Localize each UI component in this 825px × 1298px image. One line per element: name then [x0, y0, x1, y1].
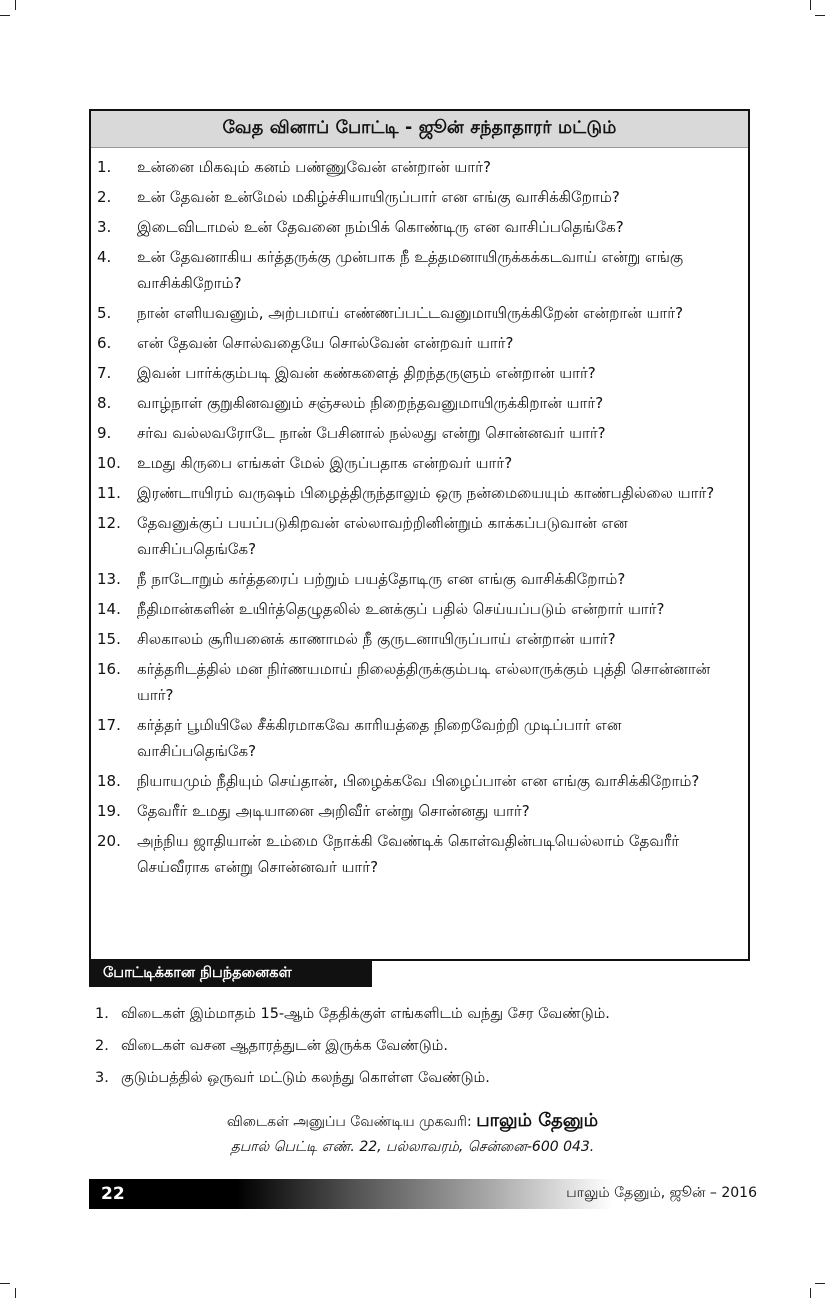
question-number: 15.	[97, 630, 121, 648]
address-line	[0, 1110, 825, 1133]
question-item	[91, 626, 748, 652]
question-text: நியாயமும் நீதியும் செய்தான், பிழைக்கவே பிழைப்பான் என எங்கு வாசிக்கிறோம்?	[137, 772, 700, 790]
question-number: 19.	[97, 802, 121, 820]
question-item	[91, 450, 748, 476]
postal-address: தபால் பெட்டி எண். 22, பல்லாவரம், சென்னை-600 043.	[230, 1139, 595, 1155]
rules-list	[95, 1002, 775, 1098]
question-number: 7.	[97, 364, 112, 382]
question-text: தேவனுக்குப் பயப்படுகிறவன் எல்லாவற்றினின்றும் காக்கப்படுவான் என வாசிப்பதெங்கே?	[137, 514, 628, 558]
question-item	[91, 566, 748, 592]
question-number: 3.	[97, 218, 112, 236]
rule-text: குடும்பத்தில் ஒருவர் மட்டும் கலந்து கொள்ள வேண்டும்.	[121, 1070, 490, 1086]
question-item	[91, 154, 748, 180]
question-text: நீ நாடோறும் கர்த்தரைப் பற்றும் பயத்தோடிரு என எங்கு வாசிக்கிறோம்?	[137, 570, 626, 588]
question-number: 9.	[97, 424, 112, 442]
quiz-box	[89, 109, 750, 961]
question-text: நீதிமான்களின் உயிர்த்தெழுதலில் உனக்குப் பதில் செய்யப்படும் என்றார் யார்?	[137, 600, 665, 618]
question-item	[91, 214, 748, 240]
question-item	[91, 596, 748, 622]
question-number: 14.	[97, 600, 121, 618]
question-text: உன்னை மிகவும் கனம் பண்ணுவேன் என்றான் யார்?	[137, 158, 491, 176]
question-number: 16.	[97, 660, 121, 678]
question-item	[91, 798, 748, 824]
question-text: உன் தேவன் உன்மேல் மகிழ்ச்சியாயிருப்பார் என எங்கு வாசிக்கிறோம்?	[137, 188, 620, 206]
question-list	[91, 148, 748, 880]
rule-number: 2.	[95, 1038, 109, 1054]
rule-item	[95, 1034, 775, 1058]
question-item	[91, 330, 748, 356]
rule-text: விடைகள் வசன ஆதாரத்துடன் இருக்க வேண்டும்.	[121, 1038, 448, 1054]
question-text: உமது கிருபை எங்கள் மேல் இருப்பதாக என்றவர் யார்?	[137, 454, 513, 472]
question-text: அந்நிய ஜாதியான் உம்மை நோக்கி வேண்டிக் கொள்வதின்படியெல்லாம் தேவரீர் செய்வீராக என்று சொன்னவர் யார்?	[137, 832, 680, 876]
address-prefix: விடைகள் அனுப்ப வேண்டிய முகவரி:	[226, 1114, 472, 1130]
question-text: கர்த்தரிடத்தில் மன நிர்ணயமாய் நிலைத்திருக்கும்படி எல்லாருக்கும் புத்தி சொன்னான் யார்?	[137, 660, 711, 704]
question-text: இவன் பார்க்கும்படி இவன் கண்களைத் திறந்தருளும் என்றான் யார்?	[137, 364, 596, 382]
crop-mark	[815, 15, 825, 16]
question-text: நான் எளியவனும், அற்பமாய் எண்ணப்பட்டவனுமாயிருக்கிறேன் என்றான் யார்?	[137, 304, 684, 322]
question-number: 5.	[97, 304, 112, 322]
question-item	[91, 360, 748, 386]
question-item	[91, 768, 748, 794]
question-item	[91, 420, 748, 446]
question-number: 1.	[97, 158, 112, 176]
question-text: சிலகாலம் சூரியனைக் காணாமல் நீ குருடனாயிருப்பாய் என்றான் யார்?	[137, 630, 616, 648]
rule-number: 1.	[95, 1006, 109, 1022]
question-text: கர்த்தர் பூமியிலே சீக்கிரமாகவே காரியத்தை நிறைவேற்றி முடிப்பார் என வாசிப்பதெங்கே?	[137, 716, 622, 760]
question-number: 10.	[97, 454, 121, 472]
question-number: 2.	[97, 188, 112, 206]
question-item	[91, 300, 748, 326]
page-number: 22	[101, 1184, 125, 1204]
rule-number: 3.	[95, 1070, 109, 1086]
crop-mark	[815, 1283, 825, 1284]
crop-mark	[0, 15, 10, 16]
crop-mark	[810, 0, 811, 10]
rule-text: விடைகள் இம்மாதம் 15-ஆம் தேதிக்குள் எங்களிடம் வந்து சேர வேண்டும்.	[121, 1006, 610, 1022]
question-number: 8.	[97, 394, 112, 412]
crop-mark	[15, 0, 16, 10]
question-number: 12.	[97, 514, 121, 532]
question-item	[91, 390, 748, 416]
question-text: இரண்டாயிரம் வருஷம் பிழைத்திருந்தாலும் ஒரு நன்மையையும் காண்பதில்லை யார்?	[137, 484, 715, 502]
footer-issue: பாலும் தேனும், ஜூன் – 2016	[566, 1185, 757, 1201]
question-number: 6.	[97, 334, 112, 352]
magazine-name: பாலும் தேனும்	[476, 1110, 599, 1131]
question-text: உன் தேவனாகிய கர்த்தருக்கு முன்பாக நீ உத்தமனாயிருக்கக்கடவாய் என்று எங்கு வாசிக்கிறோம்?	[137, 248, 684, 292]
question-item	[91, 712, 748, 764]
question-item	[91, 510, 748, 562]
quiz-title: வேத வினாப் போட்டி - ஜூன் சந்தாதாரர் மட்டும்	[91, 111, 748, 148]
crop-mark	[810, 1288, 811, 1298]
question-number: 4.	[97, 248, 112, 266]
question-number: 17.	[97, 716, 121, 734]
rule-item	[95, 1002, 775, 1026]
question-number: 11.	[97, 484, 121, 502]
question-item	[91, 184, 748, 210]
question-number: 18.	[97, 772, 121, 790]
question-text: தேவரீர் உமது அடியானை அறிவீர் என்று சொன்னது யார்?	[137, 802, 530, 820]
question-number: 13.	[97, 570, 121, 588]
question-item	[91, 828, 748, 880]
crop-mark	[0, 1283, 10, 1284]
page-footer	[89, 1179, 761, 1209]
rules-heading: போட்டிக்கான நிபந்தனைகள்	[89, 961, 372, 987]
rule-item	[95, 1066, 775, 1090]
crop-mark	[15, 1288, 16, 1298]
question-text: என் தேவன் சொல்வதையே சொல்வேன் என்றவர் யார்?	[137, 334, 514, 352]
question-item	[91, 244, 748, 296]
question-text: இடைவிடாமல் உன் தேவனை நம்பிக் கொண்டிரு என வாசிப்பதெங்கே?	[137, 218, 624, 236]
question-text: சர்வ வல்லவரோடே நான் பேசினால் நல்லது என்று சொன்னவர் யார்?	[137, 424, 606, 442]
question-number: 20.	[97, 832, 121, 850]
question-text: வாழ்நாள் குறுகினவனும் சஞ்சலம் நிறைந்தவனுமாயிருக்கிறான் யார்?	[137, 394, 604, 412]
question-item	[91, 656, 748, 708]
question-item	[91, 480, 748, 506]
